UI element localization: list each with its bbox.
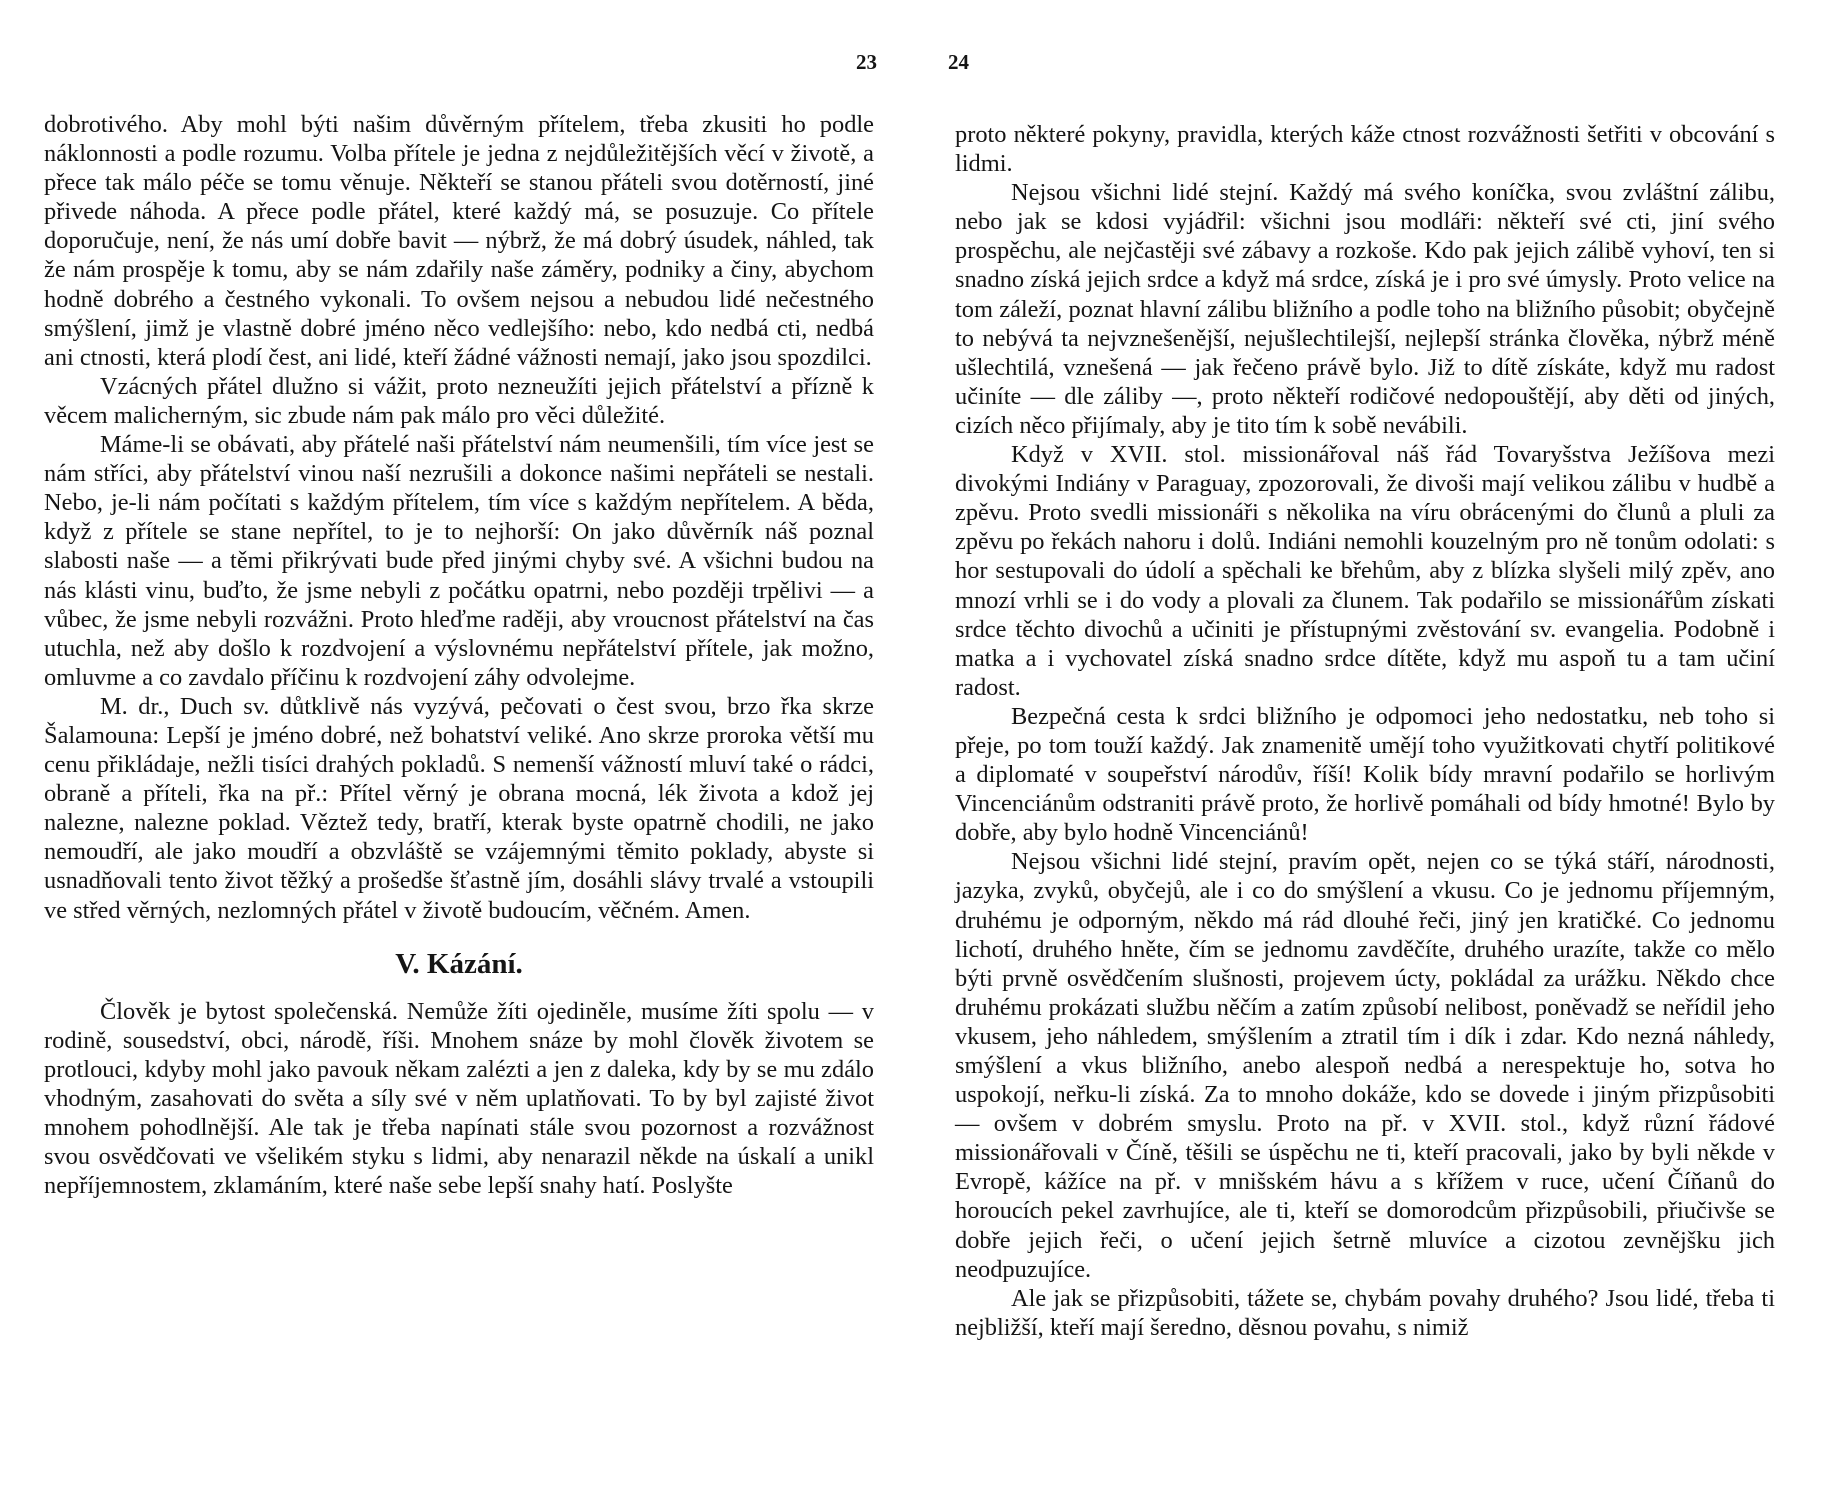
section-heading: V. Kázání. [395, 947, 523, 980]
right-page [900, 0, 1775, 1500]
paragraph: M. dr., Duch sv. důtklivě nás vyzývá, pečovati o čest svou, brzo řka skrze Šalamouna: Lepší je jméno dobré, než bohatství veliké. Ano skrze proroka větší mu cenu přikládaje, nežli tisíci drahých pokladů. S nemenší vážností mluví také o rádci, obraně a příteli, řka na př.: Přítel věrný je obrana mocná, lék života a kdož jej nalezne, nalezne poklad. Věztež tedy, bratří, kterak byste opatrně chodili, ne jako nemoudří, ale jako moudří a obzvláště se vzájemnými těmito poklady, abyste si usnadňovali tento život těžký a prošedše šťastně jím, dosáhli slávy trvalé a vstoupili ve střed věrných, nezlomných přátel v životě budoucím, věčném. Amen. [44, 692, 874, 924]
paragraph: Když v XVII. stol. missionářoval náš řád Tovaryšstva Ježíšova mezi divokými Indiány v Paraguay, zpozorovali, že divoši mají velikou zálibu v hudbě a zpěvu. Proto svedli missionáři s několika na víru obrácenými do člunů a pluli za zpěvu po řekách nahoru i dolů. Indiáni nemohli kouzelným pro ně tonům odolati: s hor sestupovali do údolí a spěchali ke břehům, aby z blízka slyšeli milý zpěv, ano mnozí vrhli se i do vody a plovali za člunem. Tak podařilo se missionářům získati srdce těchto divochů a učiniti je přístupnými zvěstování sv. evangelia. Podobně i matka a i vychovatel získá snadno srdce dítěte, když mu aspoň tu a tam učiní radost. [955, 441, 1775, 701]
paragraph: Vzácných přátel dlužno si vážit, proto nezneužíti jejich přátelství a přízně k věcem malicherným, sic zbude nám pak málo pro věci důležité. [44, 372, 874, 429]
paragraph: dobrotivého. Aby mohl býti našim důvěrným přítelem, třeba zkusiti ho podle náklonnosti a podle rozumu. Volba přítele je jedna z nejdůležitějších věcí v životě, a přece tak málo péče se tomu věnuje. Někteří se stanou přáteli svou dotěrností, jiné přivede náhoda. A přece podle přátel, které každý má, se posuzuje. Co přítele doporučuje, není, že nás umí dobře bavit — nýbrž, že má dobrý úsudek, náhled, tak že nám prospěje k tomu, aby se nám zdařily naše záměry, podniky a činy, abychom hodně dobrého a čestného vykonali. To ovšem nejsou a nebudou lidé nečestného smýšlení, jimž je vlastně dobré jméno něco vedlejšího: nebo, kdo nedbá cti, nedbá ani ctnosti, která plodí čest, ani lidé, kteří žádné vážnosti nemají, jako jsou spozdilci. [44, 111, 874, 371]
paragraph: Nejsou všichni lidé stejní, pravím opět, nejen co se týká stáří, národnosti, jazyka, zvyků, obyčejů, ale i co do smýšlení a vkusu. Co je jednomu příjemným, druhému je odporným, někdo má rád dlouhé řeči, jiný jen kratičké. Co jednomu lichotí, druhého hněte, čím se jednomu zavděčíte, druhého urazíte, takže co mělo býti prvně osvědčením slušnosti, projevem úcty, pokládal za urážku. Někdo chce druhému prokázati službu něčím a zatím způsobí nelibost, poněvadž se neřídil jeho vkusem, jeho náhledem, smýšlením a ztratil tím i dík i zdar. Kdo nezná náhledy, smýšlení a vkus bližního, anebo alespoň nedbá a nerespektuje ho, sotva ho uspokojí, neřku-li získá. Za to mnoho dokáže, kdo se dovede i jiným přizpůsobiti — ovšem v dobrém smyslu. Proto na př. v XVII. stol., když různí řádové missionářovali v Číně, těšili se úspěchu ne ti, kteří pracovali, jako by byli někde v Evropě, kážíce na př. v mnišském hávu a s křížem v ruce, učení Číňanů do horoucích pekel zavrhujíce, ale ti, kteří se domorodcům přizpůsobili, přiučivše se dobře jejich řeči, o učení jejich šetrně mluvíce a cizotou zevnějšku jich neodpuzujíce. [955, 848, 1775, 1283]
paragraph: proto některé pokyny, pravidla, kterých káže ctnost rozvážnosti šetřiti v obcování s lidmi. [955, 121, 1775, 178]
page-text [44, 110, 874, 1200]
page-number: 23 [856, 50, 877, 74]
paragraph: Máme-li se obávati, aby přátelé naši přátelství nám neumenšili, tím více jest se nám stříci, aby přátelství vinou naší nezrušili a dokonce našimi nepřáteli se nestali. Nebo, je-li nám počítati s každým přítelem, tím více s každým nepřítelem. A běda, když z přítele se stane nepřítel, to je to nejhorší: On jako důvěrník náš poznal slabosti naše — a těmi přikrývati bude před jinými chyby své. A všichni budou na nás klásti vinu, buďto, že jsme nebyli z počátku opatrni, nebo později trpělivi — a vůbec, že jsme nebyli rozvážni. Proto hleďme raději, aby vroucnost přátelství na čas utuchla, než aby došlo k rozdvojení a výslovnému nepřátelství přítele, jak možno, omluvme a co zavdalo příčinu k rozdvojení záhy odvolejme. [44, 431, 874, 691]
paragraph: Člověk je bytost společenská. Nemůže žíti ojediněle, musíme žíti spolu — v rodině, sousedství, obci, národě, říši. Mnohem snáze by mohl člověk životem se protlouci, kdyby mohl jako pavouk někam zalézti a jen z daleka, kdy by se mu zdálo vhodným, zasahovati do světa a síly své v něm uplatňovati. To by byl zajisté život mnohem pohodlnější. Ale tak je třeba napínati stále svou pozornost a rozvážnost svou osvědčovati ve všelikém styku s lidmi, aby nenarazil někde na úskalí a unikl nepříjemnostem, zklamáním, které naše sebe lepší snahy hatí. Poslyšte [44, 997, 874, 1200]
paragraph: Ale jak se přizpůsobiti, tážete se, chybám povahy druhého? Jsou lidé, třeba ti nejbližší, kteří mají šeredno, děsnou povahu, s nimiž [955, 1284, 1775, 1341]
page-text [955, 120, 1775, 1342]
left-page [0, 0, 877, 1500]
paragraph: Bezpečná cesta k srdci bližního je odpomoci jeho nedostatku, neb toho si přeje, po tom touží každý. Jak znamenitě umějí toho využitkovati chytří politikové a diplomaté v soupeřství národův, říší! Kolik bídy mravní podařilo se horlivým Vincenciánům odstraniti právě proto, že horlivě pomáhali od bídy hmotné! Bylo by dobře, aby bylo hodně Vincenciánů! [955, 702, 1775, 847]
page-number: 24 [948, 50, 969, 74]
paragraph: Nejsou všichni lidé stejní. Každý má svého koníčka, svou zvláštní zálibu, nebo jak se kdosi vyjádřil: všichni jsou modláři: někteří své cti, jiní svého prospěchu, ale nejčastěji své zábavy a rozkoše. Kdo pak jejich zálibě vyhoví, ten si snadno získá jejich srdce a když má srdce, získá je i pro své úmysly. Proto velice na tom záleží, poznat hlavní zálibu bližního a podle toho na bližního působit; obyčejně to nebývá ta nejvznešenější, nejušlechtilejší, nejlepší stránka člověka, nýbrž méně ušlechtilá, vznešená — jak řečeno právě bylo. Již to dítě získáte, když mu radost učiníte — dle záliby —, proto někteří rodičové nedopouštějí, aby děti od jiných, cizích něco přijímaly, aby je tito tím k sobě nevábili. [955, 179, 1775, 439]
